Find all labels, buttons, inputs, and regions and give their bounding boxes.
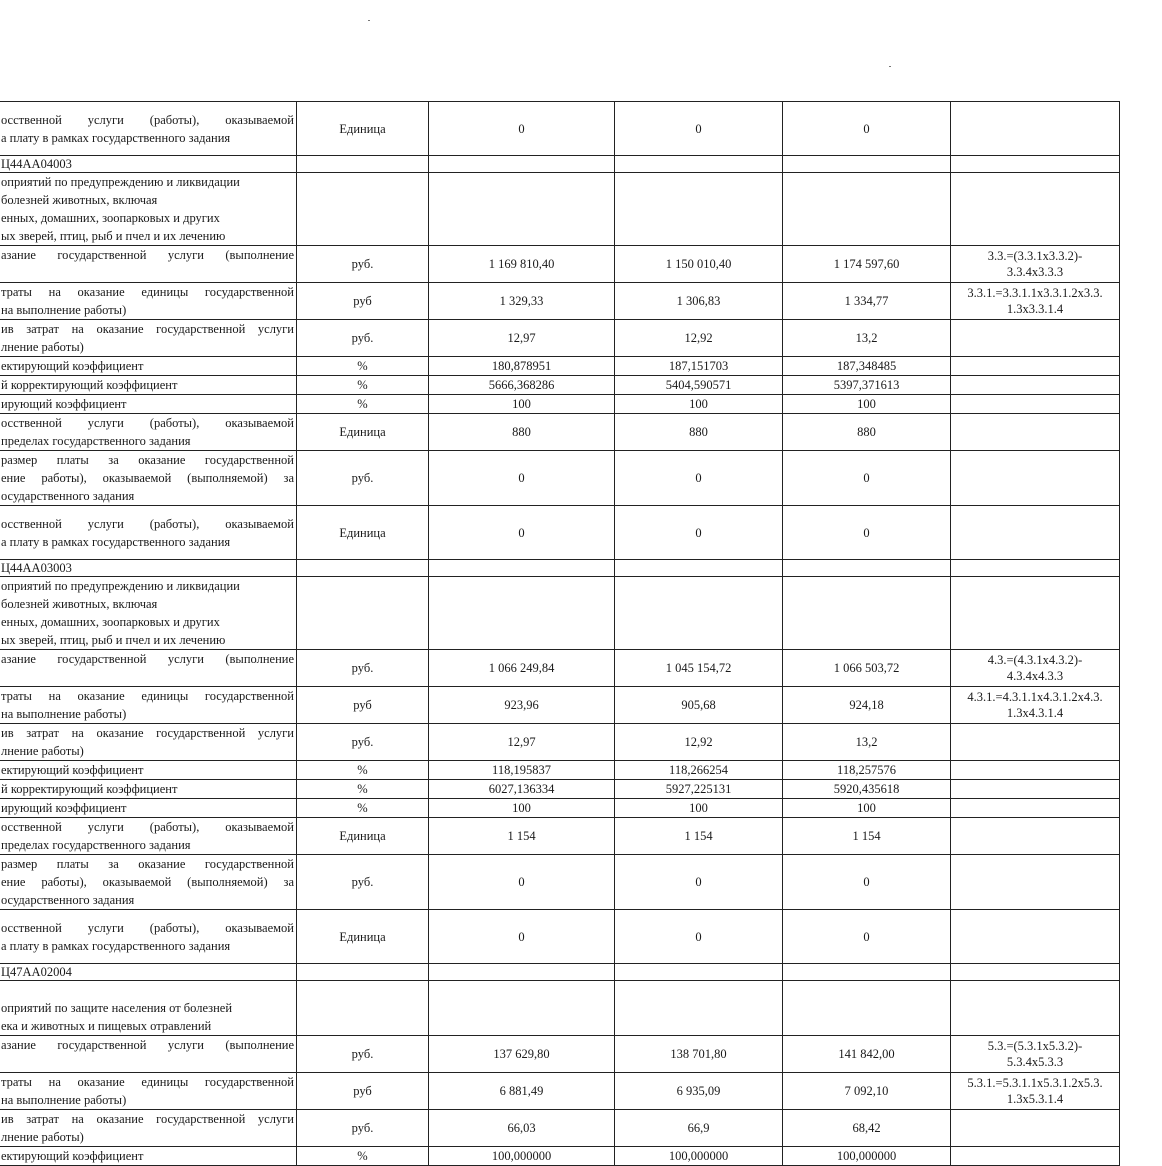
value-year-3: 13,2 xyxy=(783,724,951,761)
table-row xyxy=(0,451,1120,506)
formula-note xyxy=(951,357,1120,376)
formula-line: 5.3.=(5.3.1x5.3.2)- xyxy=(987,1039,1083,1053)
description-line: й корректирующий коэффициент xyxy=(1,782,178,796)
formula-line: 3.3.1.=3.3.1.1x3.3.1.2x3.3. xyxy=(967,286,1103,300)
description-line: осственной услуги (работы), оказываемой xyxy=(1,820,294,834)
description-line: азание государственной услуги (выполнение xyxy=(1,248,294,262)
formula-note xyxy=(951,981,1120,1036)
description-line xyxy=(1,981,294,999)
formula-note xyxy=(951,818,1120,855)
description-line: траты на оказание единицы государственной xyxy=(1,285,294,299)
value-year-1: 66,03 xyxy=(429,1110,615,1147)
value-year-2: 12,92 xyxy=(615,320,783,357)
description-line: ектирующий коэффициент xyxy=(1,763,144,777)
description-line: ека и животных и пищевых отравлений xyxy=(1,1019,212,1033)
value-year-3: 5397,371613 xyxy=(783,376,951,395)
indicator-description xyxy=(0,981,297,1036)
description-line xyxy=(1,1054,294,1072)
unit-cell: % xyxy=(297,395,429,414)
value-year-1: 6027,136334 xyxy=(429,780,615,799)
formula-note xyxy=(951,246,1120,283)
value-year-2: 0 xyxy=(615,855,783,910)
formula-note xyxy=(951,855,1120,910)
value-year-3: 187,348485 xyxy=(783,357,951,376)
value-year-1: 880 xyxy=(429,414,615,451)
value-year-3: 0 xyxy=(783,102,951,156)
description-line: пределах государственного задания xyxy=(1,838,191,852)
description-line: размер платы за оказание государственной xyxy=(1,453,294,467)
unit-cell: руб. xyxy=(297,1036,429,1073)
indicator-description xyxy=(0,395,297,414)
description-line: оприятий по предупреждению и ликвидации xyxy=(1,175,240,189)
formula-note xyxy=(951,761,1120,780)
table-row xyxy=(0,981,1120,1036)
value-year-1: 180,878951 xyxy=(429,357,615,376)
scan-speck xyxy=(368,20,370,21)
unit-cell: % xyxy=(297,799,429,818)
unit-cell: % xyxy=(297,357,429,376)
empty-cell xyxy=(429,560,615,577)
value-year-2: 1 306,83 xyxy=(615,283,783,320)
indicator-description xyxy=(0,687,297,724)
description-line: ирующий коэффициент xyxy=(1,801,127,815)
indicator-description xyxy=(0,1073,297,1110)
empty-cell xyxy=(297,156,429,173)
value-year-3: 7 092,10 xyxy=(783,1073,951,1110)
unit-cell xyxy=(297,577,429,650)
value-year-3: 100,000000 xyxy=(783,1147,951,1166)
description-line: а плату в рамках государственного задания xyxy=(1,938,231,953)
formula-line: 3.3.4x3.3.3 xyxy=(1006,265,1064,279)
value-year-1 xyxy=(429,173,615,246)
table-row xyxy=(0,1073,1120,1110)
table-row xyxy=(0,724,1120,761)
unit-cell: % xyxy=(297,1147,429,1166)
description-line: ектирующий коэффициент xyxy=(1,1149,144,1163)
table-row xyxy=(0,395,1120,414)
value-year-1: 0 xyxy=(429,451,615,506)
unit-cell: руб. xyxy=(297,724,429,761)
unit-cell: Единица xyxy=(297,910,429,964)
formula-note xyxy=(951,395,1120,414)
value-year-3: 0 xyxy=(783,855,951,910)
value-year-1: 137 629,80 xyxy=(429,1036,615,1073)
value-year-1 xyxy=(429,981,615,1036)
formula-note xyxy=(951,1073,1120,1110)
value-year-1: 12,97 xyxy=(429,724,615,761)
value-year-3: 1 334,77 xyxy=(783,283,951,320)
value-year-2: 100,000000 xyxy=(615,1147,783,1166)
indicator-description xyxy=(0,357,297,376)
value-year-1: 1 066 249,84 xyxy=(429,650,615,687)
unit-cell: % xyxy=(297,780,429,799)
description-line: болезней животных, включая xyxy=(1,597,158,611)
service-code: Ц44АА03003 xyxy=(0,560,297,577)
description-line: лнение работы) xyxy=(1,744,84,758)
formula-line: 4.3.4x4.3.3 xyxy=(1006,669,1064,683)
unit-cell: % xyxy=(297,376,429,395)
table-row xyxy=(0,687,1120,724)
value-year-1: 0 xyxy=(429,102,615,156)
indicator-description xyxy=(0,577,297,650)
formula-note xyxy=(951,376,1120,395)
description-line xyxy=(1,264,294,282)
service-code-row xyxy=(0,156,1120,173)
formula-line: 4.3.1.=4.3.1.1x4.3.1.2x4.3. xyxy=(967,690,1103,704)
value-year-3: 100 xyxy=(783,395,951,414)
value-year-1: 100 xyxy=(429,395,615,414)
value-year-1: 6 881,49 xyxy=(429,1073,615,1110)
description-line: осударственного задания xyxy=(1,489,135,503)
indicator-description xyxy=(0,451,297,506)
table-row xyxy=(0,283,1120,320)
value-year-2: 187,151703 xyxy=(615,357,783,376)
table-row xyxy=(0,780,1120,799)
table-row xyxy=(0,246,1120,283)
formula-line: 4.3.=(4.3.1x4.3.2)- xyxy=(987,653,1083,667)
indicator-description xyxy=(0,910,297,964)
description-line: размер платы за оказание государственной xyxy=(1,857,294,871)
value-year-2: 0 xyxy=(615,910,783,964)
value-year-2 xyxy=(615,577,783,650)
indicator-description xyxy=(0,780,297,799)
formula-note xyxy=(951,687,1120,724)
value-year-2: 12,92 xyxy=(615,724,783,761)
description-line: оприятий по предупреждению и ликвидации xyxy=(1,579,240,593)
value-year-2: 5404,590571 xyxy=(615,376,783,395)
empty-cell xyxy=(951,560,1120,577)
formula-line: 5.3.1.=5.3.1.1x5.3.1.2x5.3. xyxy=(967,1076,1103,1090)
value-year-1: 0 xyxy=(429,910,615,964)
indicator-description xyxy=(0,506,297,560)
unit-cell: руб. xyxy=(297,246,429,283)
table-body xyxy=(0,102,1120,1166)
indicator-description xyxy=(0,724,297,761)
value-year-3 xyxy=(783,577,951,650)
empty-cell xyxy=(615,964,783,981)
value-year-3: 13,2 xyxy=(783,320,951,357)
table-row xyxy=(0,855,1120,910)
value-year-1: 0 xyxy=(429,506,615,560)
formula-note xyxy=(951,506,1120,560)
description-line: а плату в рамках государственного задания xyxy=(1,534,231,549)
indicator-description xyxy=(0,246,297,283)
formula-note xyxy=(951,451,1120,506)
unit-cell: Единица xyxy=(297,102,429,156)
value-year-1: 923,96 xyxy=(429,687,615,724)
value-year-1: 118,195837 xyxy=(429,761,615,780)
value-year-3: 118,257576 xyxy=(783,761,951,780)
value-year-2: 1 045 154,72 xyxy=(615,650,783,687)
description-line: болезней животных, включая xyxy=(1,193,158,207)
description-line: ение работы), оказываемой (выполняемой) за xyxy=(1,875,294,889)
formula-line: 5.3.4x5.3.3 xyxy=(1006,1055,1064,1069)
description-line: лнение работы) xyxy=(1,340,84,354)
formula-note xyxy=(951,577,1120,650)
formula-note xyxy=(951,799,1120,818)
value-year-2: 100 xyxy=(615,799,783,818)
description-line: енных, домашних, зоопарковых и других xyxy=(1,211,220,225)
value-year-3: 880 xyxy=(783,414,951,451)
table-row xyxy=(0,761,1120,780)
indicator-description xyxy=(0,650,297,687)
empty-cell xyxy=(297,560,429,577)
table-row xyxy=(0,102,1120,156)
indicator-description xyxy=(0,283,297,320)
description-line: азание государственной услуги (выполнение xyxy=(1,1038,294,1052)
unit-cell: руб. xyxy=(297,320,429,357)
value-year-1 xyxy=(429,577,615,650)
empty-cell xyxy=(951,964,1120,981)
formula-note xyxy=(951,780,1120,799)
value-year-2: 905,68 xyxy=(615,687,783,724)
table-row xyxy=(0,357,1120,376)
value-year-2: 5927,225131 xyxy=(615,780,783,799)
formula-note xyxy=(951,1036,1120,1073)
unit-cell: руб. xyxy=(297,650,429,687)
unit-cell: руб xyxy=(297,283,429,320)
unit-cell: % xyxy=(297,761,429,780)
value-year-2: 138 701,80 xyxy=(615,1036,783,1073)
value-year-3: 0 xyxy=(783,910,951,964)
value-year-1: 100,000000 xyxy=(429,1147,615,1166)
indicator-description xyxy=(0,1147,297,1166)
unit-cell: руб. xyxy=(297,1110,429,1147)
formula-line: 1.3x5.3.1.4 xyxy=(1006,1092,1064,1106)
description-line: оприятий по защите населения от болезней xyxy=(1,1001,233,1015)
indicator-description xyxy=(0,1110,297,1147)
scan-speck xyxy=(889,66,891,67)
value-year-1: 1 169 810,40 xyxy=(429,246,615,283)
description-line: а плату в рамках государственного задания xyxy=(1,130,231,145)
description-line xyxy=(1,668,294,686)
table-row xyxy=(0,910,1120,964)
value-year-3: 0 xyxy=(783,451,951,506)
table-row xyxy=(0,1147,1120,1166)
formula-note xyxy=(951,102,1120,156)
indicator-description xyxy=(0,102,297,156)
formula-note xyxy=(951,320,1120,357)
formula-note xyxy=(951,283,1120,320)
table-row xyxy=(0,650,1120,687)
table-row xyxy=(0,818,1120,855)
value-year-2: 0 xyxy=(615,506,783,560)
value-year-1: 12,97 xyxy=(429,320,615,357)
value-year-2: 118,266254 xyxy=(615,761,783,780)
description-line: траты на оказание единицы государственной xyxy=(1,1075,294,1089)
value-year-1: 1 329,33 xyxy=(429,283,615,320)
value-year-3: 1 174 597,60 xyxy=(783,246,951,283)
description-line: осственной услуги (работы), оказываемой xyxy=(1,416,294,430)
indicator-description xyxy=(0,376,297,395)
indicator-description xyxy=(0,1036,297,1073)
empty-cell xyxy=(615,156,783,173)
description-line: енных, домашних, зоопарковых и других xyxy=(1,615,220,629)
unit-cell: Единица xyxy=(297,506,429,560)
indicator-description xyxy=(0,799,297,818)
value-year-3: 924,18 xyxy=(783,687,951,724)
description-line: ектирующий коэффициент xyxy=(1,359,144,373)
value-year-1: 1 154 xyxy=(429,818,615,855)
table-row xyxy=(0,577,1120,650)
table-row xyxy=(0,173,1120,246)
formula-line: 3.3.=(3.3.1x3.3.2)- xyxy=(987,249,1083,263)
description-line: ирующий коэффициент xyxy=(1,397,127,411)
indicator-description xyxy=(0,173,297,246)
value-year-2: 66,9 xyxy=(615,1110,783,1147)
empty-cell xyxy=(951,156,1120,173)
description-line: пределах государственного задания xyxy=(1,434,191,448)
description-line: на выполнение работы) xyxy=(1,1093,127,1107)
unit-cell: Единица xyxy=(297,414,429,451)
unit-cell: руб. xyxy=(297,451,429,506)
value-year-2 xyxy=(615,981,783,1036)
description-line: на выполнение работы) xyxy=(1,707,127,721)
empty-cell xyxy=(783,156,951,173)
value-year-2: 100 xyxy=(615,395,783,414)
indicator-description xyxy=(0,761,297,780)
description-line: на выполнение работы) xyxy=(1,303,127,317)
description-line: ых зверей, птиц, рыб и пчел и их лечению xyxy=(1,633,226,647)
description-line: осударственного задания xyxy=(1,893,135,907)
description-line: осственной услуги (работы), оказываемой xyxy=(1,920,294,935)
table-row xyxy=(0,320,1120,357)
description-line: осственной услуги (работы), оказываемой xyxy=(1,516,294,531)
formula-note xyxy=(951,414,1120,451)
table-row xyxy=(0,799,1120,818)
unit-cell: руб xyxy=(297,687,429,724)
value-year-1: 100 xyxy=(429,799,615,818)
value-year-1: 5666,368286 xyxy=(429,376,615,395)
service-code: Ц47АА02004 xyxy=(0,964,297,981)
value-year-2: 0 xyxy=(615,451,783,506)
value-year-2: 6 935,09 xyxy=(615,1073,783,1110)
formula-note xyxy=(951,173,1120,246)
unit-cell xyxy=(297,173,429,246)
cost-calculation-table xyxy=(0,101,1120,1166)
formula-line: 1.3x3.3.1.4 xyxy=(1006,302,1064,316)
value-year-2: 1 154 xyxy=(615,818,783,855)
empty-cell xyxy=(429,964,615,981)
table-row xyxy=(0,1110,1120,1147)
description-line: ение работы), оказываемой (выполняемой) за xyxy=(1,471,294,485)
value-year-2: 880 xyxy=(615,414,783,451)
unit-cell: Единица xyxy=(297,818,429,855)
service-code: Ц44АА04003 xyxy=(0,156,297,173)
description-line: ив затрат на оказание государственной услуги xyxy=(1,1112,294,1126)
value-year-3: 68,42 xyxy=(783,1110,951,1147)
unit-cell: руб xyxy=(297,1073,429,1110)
description-line: азание государственной услуги (выполнение xyxy=(1,652,294,666)
empty-cell xyxy=(783,560,951,577)
empty-cell xyxy=(429,156,615,173)
service-code-row xyxy=(0,964,1120,981)
value-year-1: 0 xyxy=(429,855,615,910)
formula-note xyxy=(951,650,1120,687)
value-year-2: 0 xyxy=(615,102,783,156)
formula-note xyxy=(951,724,1120,761)
description-line: траты на оказание единицы государственной xyxy=(1,689,294,703)
value-year-3 xyxy=(783,981,951,1036)
value-year-3: 0 xyxy=(783,506,951,560)
value-year-3: 5920,435618 xyxy=(783,780,951,799)
value-year-2 xyxy=(615,173,783,246)
indicator-description xyxy=(0,320,297,357)
formula-note xyxy=(951,1147,1120,1166)
formula-line: 1.3x4.3.1.4 xyxy=(1006,706,1064,720)
indicator-description xyxy=(0,414,297,451)
formula-note xyxy=(951,1110,1120,1147)
description-line: ых зверей, птиц, рыб и пчел и их лечению xyxy=(1,229,226,243)
value-year-3: 100 xyxy=(783,799,951,818)
value-year-3: 141 842,00 xyxy=(783,1036,951,1073)
unit-cell: руб. xyxy=(297,855,429,910)
empty-cell xyxy=(297,964,429,981)
value-year-3: 1 154 xyxy=(783,818,951,855)
table-row xyxy=(0,506,1120,560)
table-row xyxy=(0,376,1120,395)
value-year-3 xyxy=(783,173,951,246)
unit-cell xyxy=(297,981,429,1036)
description-line: ив затрат на оказание государственной услуги xyxy=(1,322,294,336)
empty-cell xyxy=(783,964,951,981)
formula-note xyxy=(951,910,1120,964)
description-line: лнение работы) xyxy=(1,1130,84,1144)
empty-cell xyxy=(615,560,783,577)
value-year-3: 1 066 503,72 xyxy=(783,650,951,687)
indicator-description xyxy=(0,818,297,855)
table-row xyxy=(0,1036,1120,1073)
value-year-2: 1 150 010,40 xyxy=(615,246,783,283)
description-line: осственной услуги (работы), оказываемой xyxy=(1,112,294,127)
service-code-row xyxy=(0,560,1120,577)
description-line: й корректирующий коэффициент xyxy=(1,378,178,392)
indicator-description xyxy=(0,855,297,910)
table-row xyxy=(0,414,1120,451)
description-line: ив затрат на оказание государственной услуги xyxy=(1,726,294,740)
